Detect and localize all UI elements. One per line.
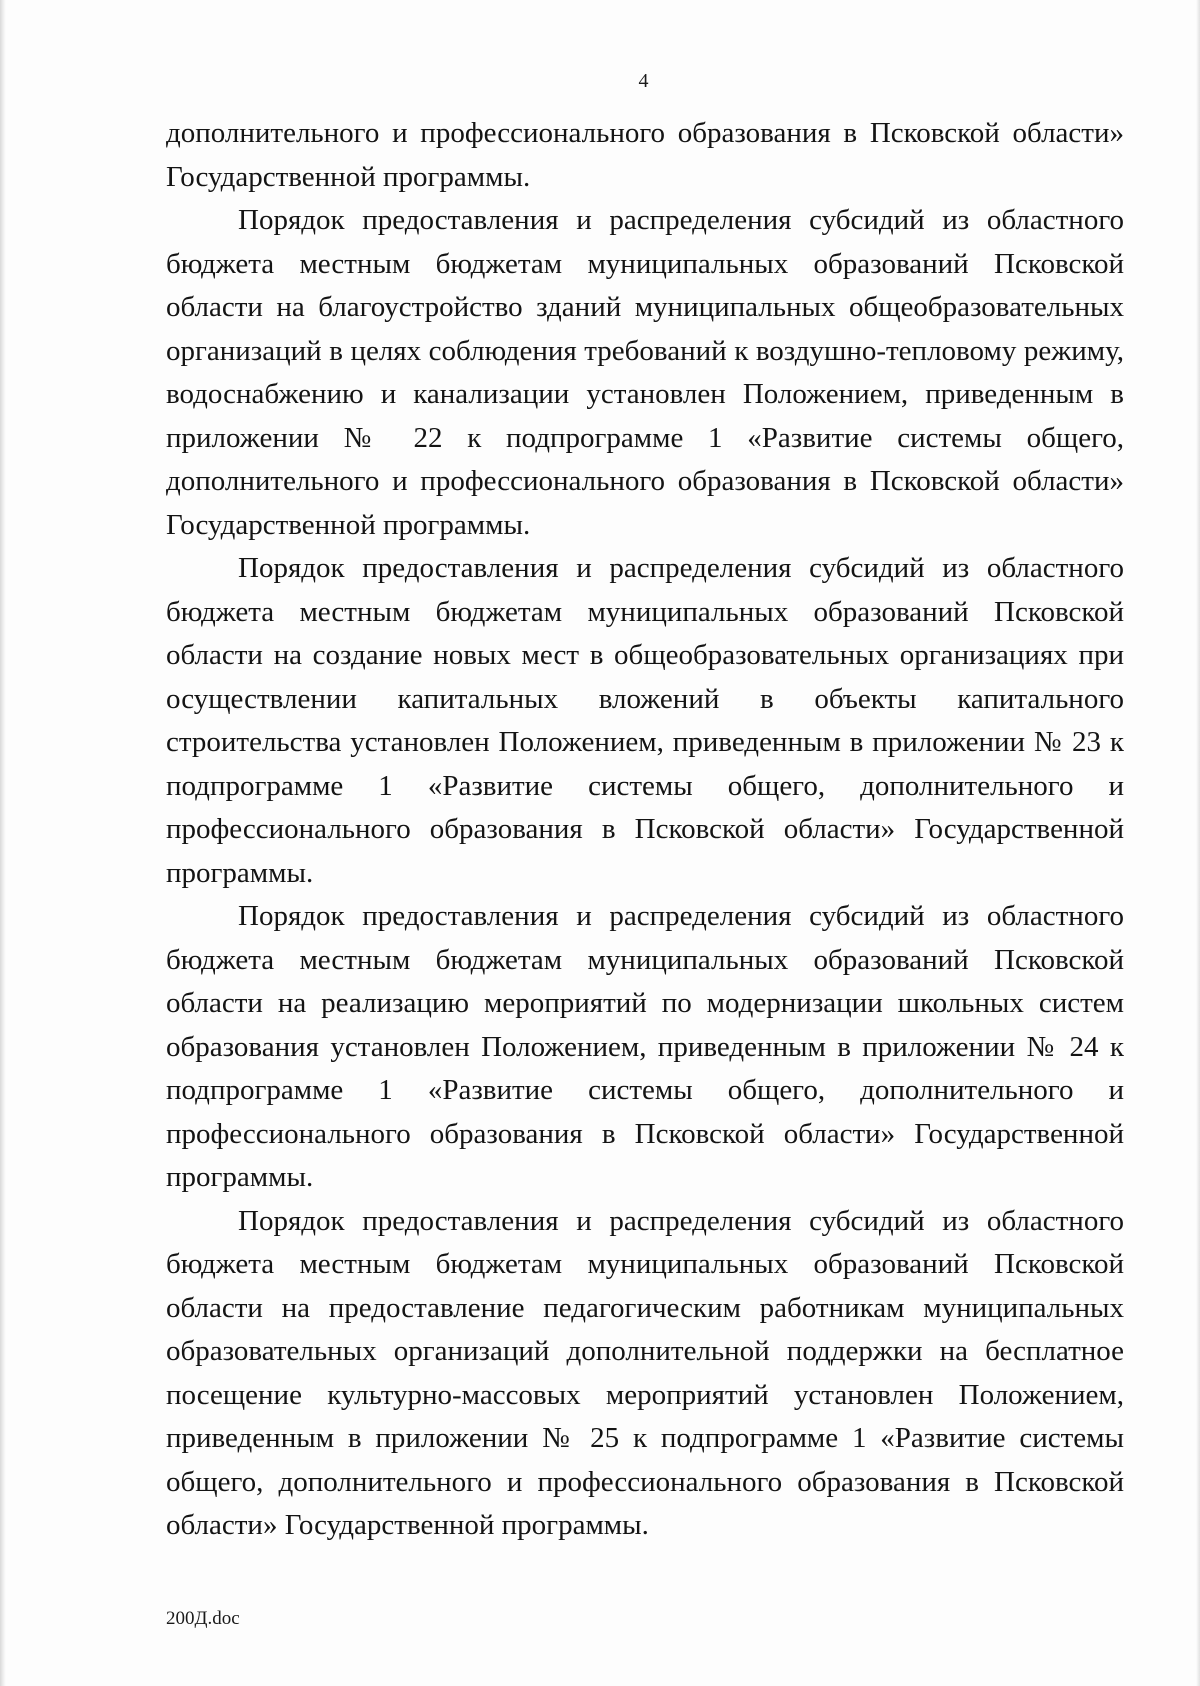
scan-edge-left (0, 0, 6, 1686)
footer-filename: 200Д.doc (166, 1608, 240, 1629)
paragraph-subsidy-annex-25: Порядок предоставления и распределения субсидий из областного бюджета местным бюджетам муниципальных образований Псковской области на предоставление педагогическим работникам муниципальных образовательных организаций дополнительной поддержки на бесплатное посещение культурно-массовых мероприятий установлен Положением, приведенным в приложении № 25 к подпрограмме 1 «Развитие системы общего, дополнительного и профессионального образования в Псковской области» Государственной программы. (166, 1204, 1124, 1541)
paragraph-subsidy-annex-24: Порядок предоставления и распределения субсидий из областного бюджета местным бюджетам муниципальных образований Псковской области на реализацию мероприятий по модернизации школьных систем образования установлен Положением, приведенным в приложении № 24 к подпрограмме 1 «Развитие системы общего, дополнительного и профессионального образования в Псковской области» Государственной программы. (166, 900, 1124, 1193)
paragraph-subsidy-annex-22: Порядок предоставления и распределения субсидий из областного бюджета местным бюджетам муниципальных образований Псковской области на благоустройство зданий муниципальных общеобразовательных организаций в целях соблюдения требований к воздушно-тепловому режиму, водоснабжению и канализации установлен Положением, приведенным в приложении № 22 к подпрограмме 1 «Развитие системы общего, дополнительного и профессионального образования в Псковской области» Государственной программы. (166, 204, 1124, 541)
scan-edge-right (1196, 0, 1200, 1686)
paragraph-continuation: дополнительного и профессионального образования в Псковской области» Государственной программы. (166, 117, 1124, 193)
paragraph-subsidy-annex-23: Порядок предоставления и распределения субсидий из областного бюджета местным бюджетам муниципальных образований Псковской области на создание новых мест в общеобразовательных организациях при осуществлении капитальных вложений в объекты капитального строительства установлен Положением, приведенным в приложении № 23 к подпрограмме 1 «Развитие системы общего, дополнительного и профессионального образования в Псковской области» Государственной программы. (166, 552, 1124, 889)
document-body (166, 112, 1124, 1548)
page-number: 4 (638, 70, 649, 92)
